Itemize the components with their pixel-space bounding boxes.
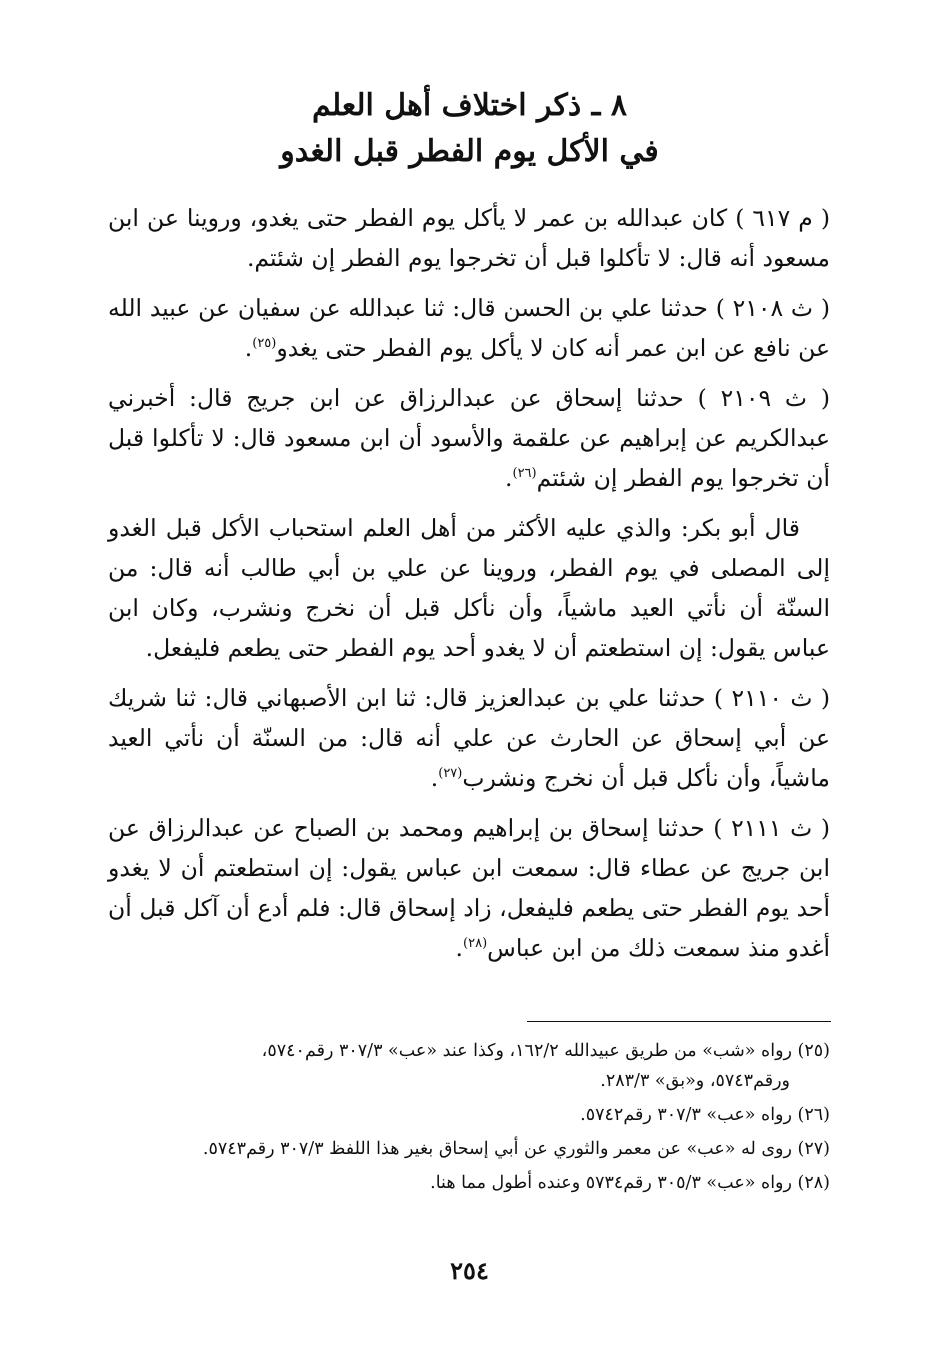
paragraph-text: ( ث ٢١٠٩ ) حدثنا إسحاق عن عبدالرزاق عن ابن جريج قال: أخبرني عبدالكريم عن إبراهيم عن علقمة والأسود أن ابن مسعود قال: لا تأكلوا قبل أن تخرجوا يوم الفطر إن شئتم (108, 384, 830, 492)
footnote-text: (٢٨) رواه «عب» ٣٠٥/٣ رقم٥٧٣٤ وعنده أطول مما هنا. (430, 1173, 830, 1193)
footnote-continuation: ورقم٥٧٤٣، و«بق» ٢٨٣/٣. (600, 1071, 790, 1091)
footnote-separator (527, 1021, 831, 1022)
paragraph-text: قال أبو بكر: والذي عليه الأكثر من أهل العلم استحباب الأكل قبل الغدو إلى المصلى في يوم الفطر، وروينا عن علي بن أبي طالب أنه قال: من السنّة أن نأتي العيد ماشياً، وأن نأكل قبل أن نخرج ونشرب، وكان ابن عباس يقول: إن استطعتم أن لا يغدو أحد يوم الفطر حتى يطعم فليفعل. (108, 514, 830, 662)
footnote-text: (٢٥) رواه «شب» من طريق عبيدالله ١٦٢/٢، وكذا عند «عب» ٣٠٧/٣ رقم٥٧٤٠، (261, 1041, 830, 1061)
footnote-reference-26: (٢٦) (512, 466, 537, 482)
footnote-26 (108, 1100, 830, 1130)
body-text (108, 198, 830, 978)
chapter-heading-line-2: في الأكل يوم الفطر قبل الغدو (280, 134, 659, 169)
footnotes (108, 1036, 830, 1202)
paragraph-abu-bakr (108, 508, 830, 668)
chapter-heading-line-1: ٨ ـ ذكر اختلاف أهل العلم (312, 88, 627, 123)
paragraph-text: ( م ٦١٧ ) كان عبدالله بن عمر لا يأكل يوم الفطر حتى يغدو، وروينا عن ابن مسعود أنه قال: لا تأكلوا قبل أن تخرجوا يوم الفطر إن شئتم. (108, 204, 830, 272)
paragraph-text: ( ث ٢١٠٨ ) حدثنا علي بن الحسن قال: ثنا عبدالله عن سفيان عن عبيد الله عن نافع عن ابن عمر أنه كان لا يأكل يوم الفطر حتى يغدو (108, 294, 830, 362)
page-number: ٢٥٤ (450, 1256, 489, 1285)
paragraph-end: . (430, 764, 439, 792)
paragraph-end: . (505, 464, 513, 492)
paragraph-end: . (244, 334, 253, 362)
footnote-text: (٢٦) رواه «عب» ٣٠٧/٣ رقم٥٧٤٢. (580, 1105, 830, 1125)
footnote-reference-28: (٢٨) (463, 936, 488, 952)
paragraph-m617 (108, 198, 830, 278)
paragraph-text: ( ث ٢١١٠ ) حدثنا علي بن عبدالعزيز قال: ثنا ابن الأصبهاني قال: ثنا شريك عن أبي إسحاق عن الحارث عن علي أنه قال: من السنّة أن نأتي العيد ماشياً، وأن نأكل قبل أن نخرج ونشرب (108, 684, 830, 792)
footnote-25 (108, 1036, 830, 1096)
footnote-reference-27: (٢٧) (438, 766, 463, 782)
paragraph-text: ( ث ٢١١١ ) حدثنا إسحاق بن إبراهيم ومحمد بن الصباح عن عبدالرزاق عن ابن جريج عن عطاء قال: سمعت ابن عباس يقول: إن استطعتم أن لا يغدو أحد يوم الفطر حتى يطعم فليفعل، زاد إسحاق قال: فلم أدع أن آكل قبل أن أغدو منذ سمعت ذلك من ابن عباس (108, 814, 831, 962)
paragraph-end: . (455, 934, 464, 962)
paragraph-t2111 (108, 808, 830, 968)
footnote-text: (٢٧) روى له «عب» عن معمر والثوري عن أبي إسحاق بغير هذا اللفظ ٣٠٧/٣ رقم٥٧٤٣. (202, 1139, 830, 1159)
paragraph-t2109 (108, 378, 830, 498)
paragraph-t2110 (108, 678, 830, 798)
paragraph-t2108 (108, 288, 830, 368)
footnote-28 (108, 1168, 830, 1198)
footnote-reference-25: (٢٥) (252, 336, 277, 352)
footnote-27 (108, 1134, 830, 1164)
